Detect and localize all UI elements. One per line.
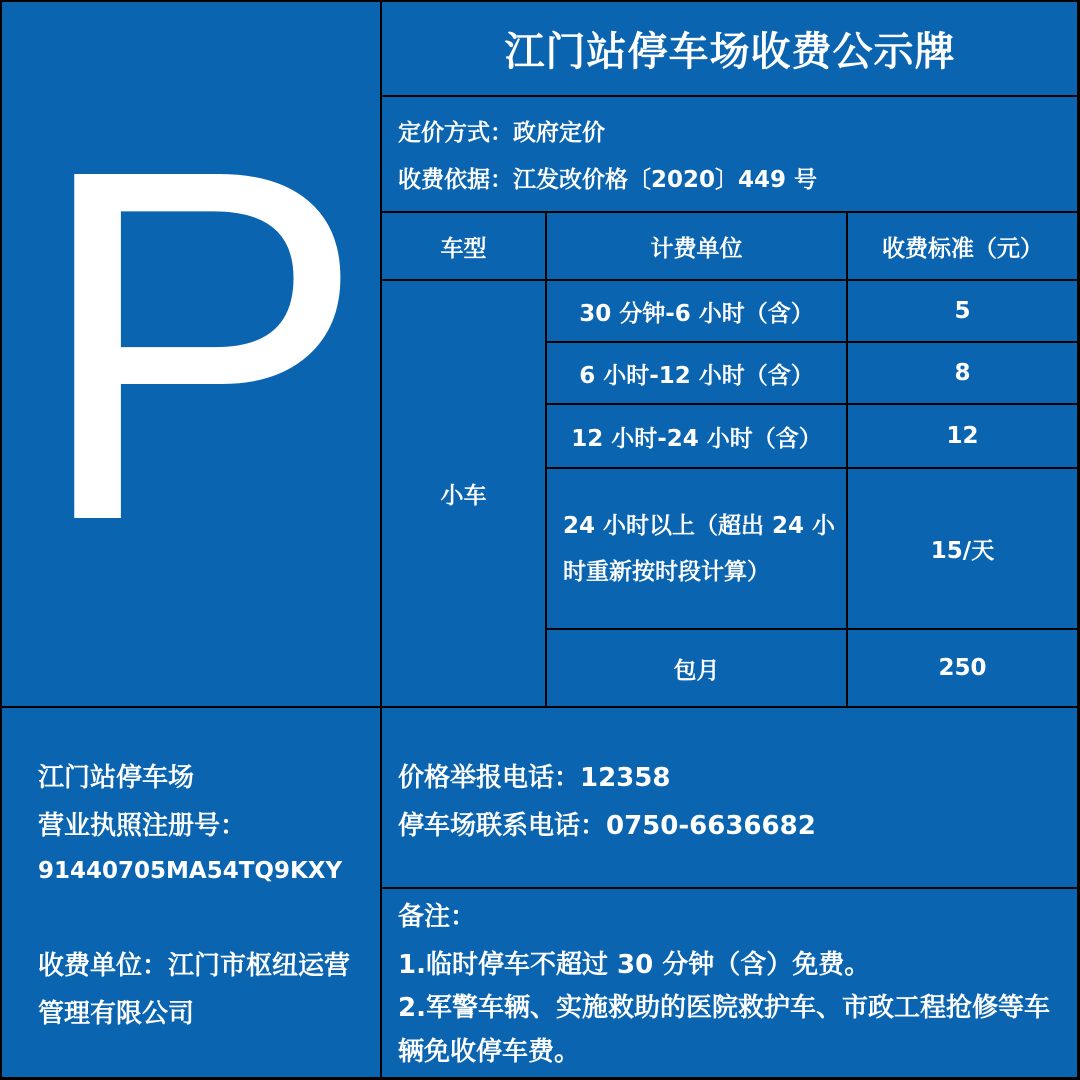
license-label: 营业执照注册号： xyxy=(38,810,247,841)
fee-row-5: 250 xyxy=(938,655,987,681)
billing-unit-row-2: 6 小时-12 小时（含） xyxy=(579,362,814,389)
notes-heading: 备注： xyxy=(398,901,477,932)
header-vehicle-type: 车型 xyxy=(440,235,487,262)
fee-row-4: 15/天 xyxy=(930,538,995,564)
billing-unit-row-4: 24 小时以上（超出 24 小时重新按时段计算） xyxy=(563,512,836,585)
charging-unit: 收费单位：江门市枢纽运营管理有限公司 xyxy=(38,951,351,1029)
parking-p-symbol: P xyxy=(33,65,367,624)
parking-contact-phone: 停车场联系电话：0750-6636682 xyxy=(398,810,816,841)
frame-left xyxy=(0,0,2,1080)
section-divider xyxy=(0,706,1080,708)
fee-row-3: 12 xyxy=(946,423,979,449)
fee-row-2: 8 xyxy=(954,360,971,386)
billing-unit-row-1: 30 分钟-6 小时（含） xyxy=(579,300,814,327)
license-number: 91440705MA54TQ9KXY xyxy=(38,858,343,884)
contacts-divider xyxy=(381,887,1080,889)
billing-unit-row-5: 包月 xyxy=(673,657,720,684)
title-divider xyxy=(381,95,1080,97)
fee-row-1: 5 xyxy=(954,298,971,324)
note-item-1: 1.临时停车不超过 30 分钟（含）免费。 xyxy=(398,949,871,980)
pricing-method: 定价方式：政府定价 xyxy=(398,119,605,146)
billing-unit-row-3: 12 小时-24 小时（含） xyxy=(571,425,822,452)
price-report-phone: 价格举报电话：12358 xyxy=(398,762,671,793)
operator-name: 江门站停车场 xyxy=(38,762,195,793)
header-billing-unit: 计费单位 xyxy=(650,235,743,262)
note-item-2: 2.军警车辆、实施救助的医院救护车、市政工程抢修等车辆免收停车费。 xyxy=(398,993,1050,1067)
header-fee-standard: 收费标准（元） xyxy=(882,235,1043,262)
page-title: 江门站停车场收费公示牌 xyxy=(504,29,956,75)
fee-basis: 收费依据：江发改价格〔2020〕449 号 xyxy=(398,166,818,193)
vehicle-type-cell: 小车 xyxy=(440,483,487,509)
